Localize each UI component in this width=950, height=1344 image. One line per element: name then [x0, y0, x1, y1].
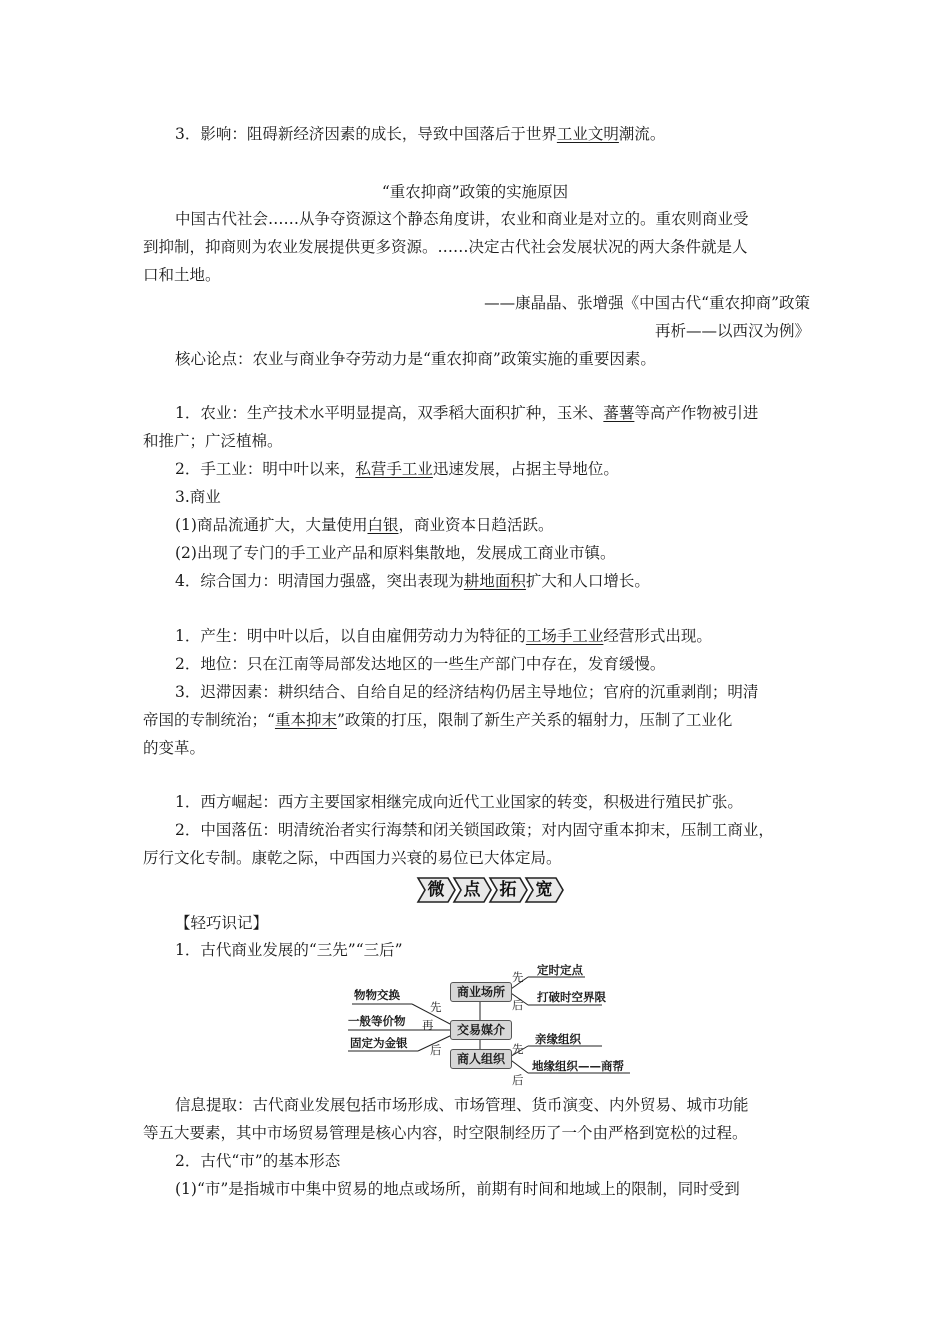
commerce-item-2: (2)出现了专门的手工业产品和原料集散地，发展成工商业市镇。 — [175, 544, 616, 562]
origin-line — [175, 626, 712, 646]
tip-item-1: 1．古代商业发展的“三先”“三后” — [175, 941, 403, 959]
text: 3．影响：阻碍新经济因素的成长，导致中国落后于世界 — [175, 125, 557, 143]
section-banner — [416, 877, 566, 903]
box-source-line: ——康晶晶、张增强《中国古代“重农抑商”政策 — [484, 294, 810, 312]
diagram-right-label: 定时定点 — [537, 963, 583, 977]
china-behind-line: 2．中国落伍：明清统治者实行海禁和闭关锁国政策；对内固守重本抑末，压制工商业， — [175, 821, 774, 839]
banner-char: 宽 — [535, 880, 553, 900]
diagram-order-label: 后 — [512, 998, 524, 1012]
text: 2．手工业：明中叶以来， — [175, 460, 356, 478]
diagram-box-place: 商业场所 — [450, 982, 512, 1002]
underlined-term: 私营手工业 — [355, 460, 433, 478]
diagram-right-label: 亲缘组织 — [535, 1032, 581, 1046]
text: 迅速发展，占据主导地位。 — [432, 460, 619, 478]
diagram-order-label: 后 — [512, 1073, 524, 1087]
banner-chevron — [524, 877, 564, 903]
diagram-left-label: 一般等价物 — [348, 1014, 406, 1028]
banner-chevron — [452, 877, 492, 903]
banner-chevron — [416, 877, 456, 903]
diagram-order-label: 后 — [430, 1043, 442, 1057]
agriculture-line-cont: 和推广；广泛植棉。 — [143, 432, 283, 450]
underlined-term: 重本抑末 — [274, 711, 337, 729]
text: 扩大和人口增长。 — [525, 572, 650, 590]
commerce-item-1 — [175, 515, 554, 535]
box-source-line: 再析——以西汉为例》 — [654, 322, 810, 340]
text: 潮流。 — [618, 125, 666, 143]
handicraft-line — [175, 459, 619, 479]
text: 1．产生：明中叶以后，以自由雇佣劳动力为特征的 — [175, 627, 526, 645]
box-paragraph-line: 中国古代社会……从争夺资源这个静态角度讲，农业和商业是对立的。重农则商业受 — [175, 210, 749, 228]
tip-item-2-1: (1)“市”是指城市中集中贸易的地点或场所，前期有时间和地域上的限制，同时受到 — [175, 1180, 740, 1198]
underlined-term: 工场手工业 — [525, 627, 604, 645]
stagnation-line-end: 的变革。 — [143, 739, 206, 757]
box-paragraph-line: 口和土地。 — [143, 266, 221, 284]
china-behind-line-cont: 厉行文化专制。康乾之际，中西国力兴衰的易位已大体定局。 — [143, 849, 562, 867]
commerce-diagram — [340, 962, 640, 1092]
text: 帝国的专制统治；“ — [143, 711, 275, 729]
diagram-right-label: 地缘组织——商帮 — [532, 1059, 624, 1073]
underlined-term: 白银 — [367, 516, 399, 534]
west-rise-line: 1．西方崛起：西方主要国家相继完成向近代工业国家的转变，积极进行殖民扩张。 — [175, 793, 743, 811]
underlined-term: 耕地面积 — [463, 572, 526, 590]
text: ，商业资本日趋活跃。 — [398, 516, 554, 534]
box-core-argument: 核心论点：农业与商业争夺劳动力是“重农抑商”政策实施的重要因素。 — [175, 350, 656, 368]
underlined-term: 工业文明 — [556, 125, 619, 143]
diagram-order-label: 先 — [512, 1042, 524, 1056]
diagram-order-label: 先 — [512, 970, 524, 984]
info-line-cont: 等五大要素，其中市场贸易管理是核心内容，时空限制经历了一个由严格到宽松的过程。 — [143, 1124, 748, 1142]
diagram-order-label: 再 — [422, 1018, 434, 1032]
underlined-term: 蕃薯 — [603, 404, 635, 422]
diagram-left-label: 固定为金银 — [350, 1036, 408, 1050]
text: 4．综合国力：明清国力强盛，突出表现为 — [175, 572, 464, 590]
box-title: “重农抑商”政策的实施原因 — [381, 183, 569, 201]
tip-item-2: 2．古代“市”的基本形态 — [175, 1152, 341, 1170]
text: 等高产作物被引进 — [634, 404, 759, 422]
diagram-order-label: 先 — [430, 1000, 442, 1014]
national-power-line — [175, 571, 650, 591]
diagram-box-medium: 交易媒介 — [450, 1020, 512, 1040]
status-line: 2．地位：只在江南等局部发达地区的一些生产部门中存在，发育缓慢。 — [175, 655, 666, 673]
commerce-heading: 3.商业 — [175, 488, 221, 506]
diagram-left-label: 物物交换 — [354, 988, 400, 1002]
agriculture-line — [175, 403, 758, 423]
diagram-box-organization: 商人组织 — [450, 1049, 512, 1069]
tip-title: 【轻巧识记】 — [175, 914, 269, 932]
diagram-right-label: 打破时空界限 — [537, 990, 606, 1004]
stagnation-line-cont — [143, 710, 732, 730]
info-line: 信息提取：古代商业发展包括市场形成、市场管理、货币演变、内外贸易、城市功能 — [175, 1096, 749, 1114]
banner-char: 微 — [427, 880, 445, 900]
text: (1)商品流通扩大，大量使用 — [175, 516, 368, 534]
box-paragraph-line: 到抑制，抑商则为农业发展提供更多资源。……决定古代社会发展状况的两大条件就是人 — [143, 238, 748, 256]
text: 1．农业：生产技术水平明显提高，双季稻大面积扩种，玉米、 — [175, 404, 604, 422]
text: 经营形式出现。 — [603, 627, 712, 645]
banner-chevron — [488, 877, 528, 903]
text: ”政策的打压，限制了新生产关系的辐射力，压制了工业化 — [336, 711, 733, 729]
influence-line — [175, 124, 665, 144]
banner-char: 点 — [463, 880, 481, 900]
banner-char: 拓 — [499, 880, 517, 900]
stagnation-line: 3．迟滞因素：耕织结合、自给自足的经济结构仍居主导地位；官府的沉重剥削；明清 — [175, 683, 759, 701]
